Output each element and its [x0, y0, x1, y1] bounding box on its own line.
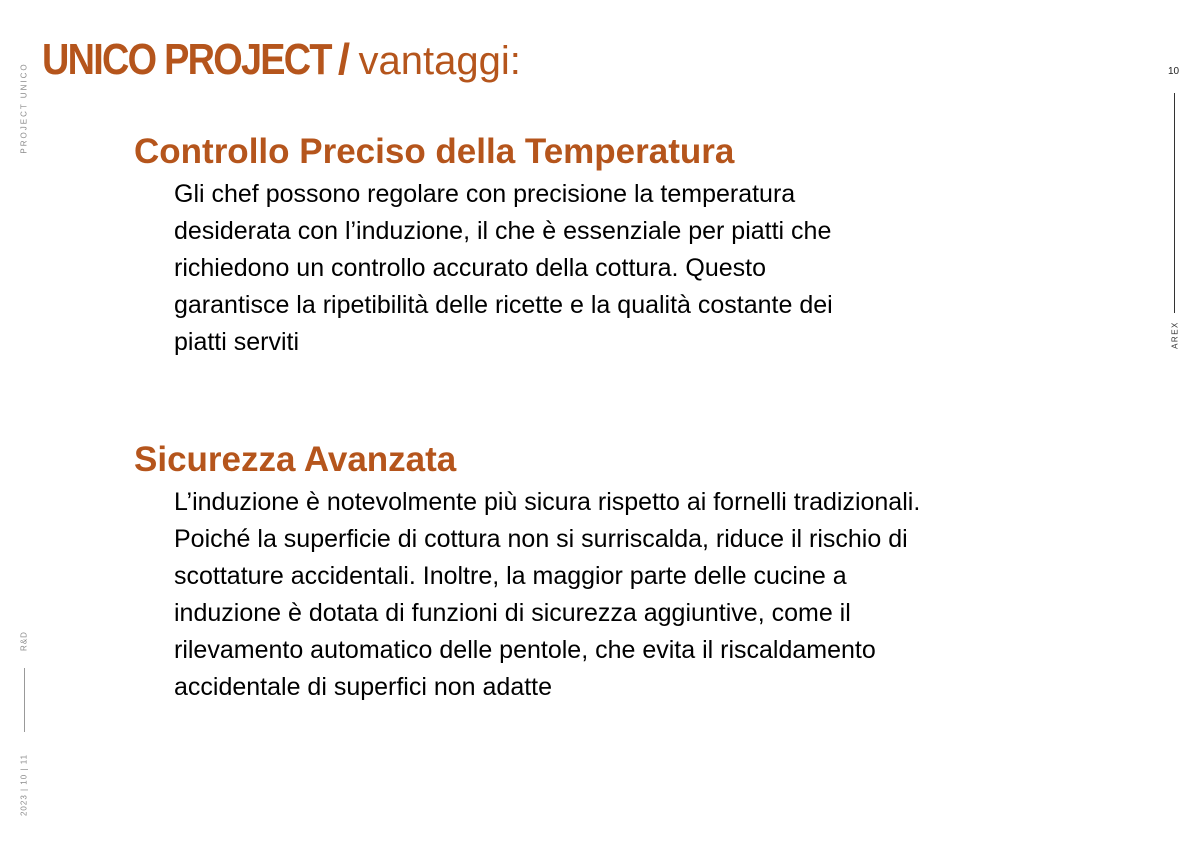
title-slash: / [337, 35, 351, 84]
body-line: accidentale di superfici non adatte [174, 673, 553, 701]
right-divider [1174, 93, 1175, 313]
right-side-label: AREX [1170, 321, 1180, 349]
body-line: rilevamento automatico delle pentole, che evita il riscaldamento [174, 636, 876, 664]
body-line: Poiché la superficie di cottura non si surriscalda, riduce il rischio di [174, 525, 908, 553]
slide-title [42, 35, 521, 84]
title-subtitle: vantaggi: [358, 39, 521, 83]
section-body-safety [174, 484, 1094, 706]
section-heading-temperature: Controllo Preciso della Temperatura [134, 132, 735, 171]
body-line: piatti serviti [174, 328, 300, 356]
left-date-label: 2023 | 10 | 11 [19, 753, 29, 817]
section-body-temperature [174, 176, 1094, 361]
body-line: richiedono un controllo accurato della cottura. Questo [174, 254, 767, 282]
body-line: scottature accidentali. Inoltre, la maggior parte delle cucine a [174, 562, 847, 590]
left-rd-label: R&D [19, 631, 29, 651]
page-number: 10 [1168, 66, 1180, 77]
body-line: Gli chef possono regolare con precisione la temperatura [174, 180, 796, 208]
left-project-label: PROJECT UNICO [19, 62, 29, 154]
body-line: induzione è dotata di funzioni di sicurezza aggiuntive, come il [174, 599, 851, 627]
body-line: desiderata con l’induzione, il che è essenziale per piatti che [174, 217, 832, 245]
title-brand: UNICO PROJECT [42, 35, 331, 84]
body-line: garantisce la ripetibilità delle ricette e la qualità costante dei [174, 291, 833, 319]
body-line: L’induzione è notevolmente più sicura rispetto ai fornelli tradizionali. [174, 488, 921, 516]
section-heading-safety: Sicurezza Avanzata [134, 440, 457, 479]
left-divider [24, 668, 25, 732]
